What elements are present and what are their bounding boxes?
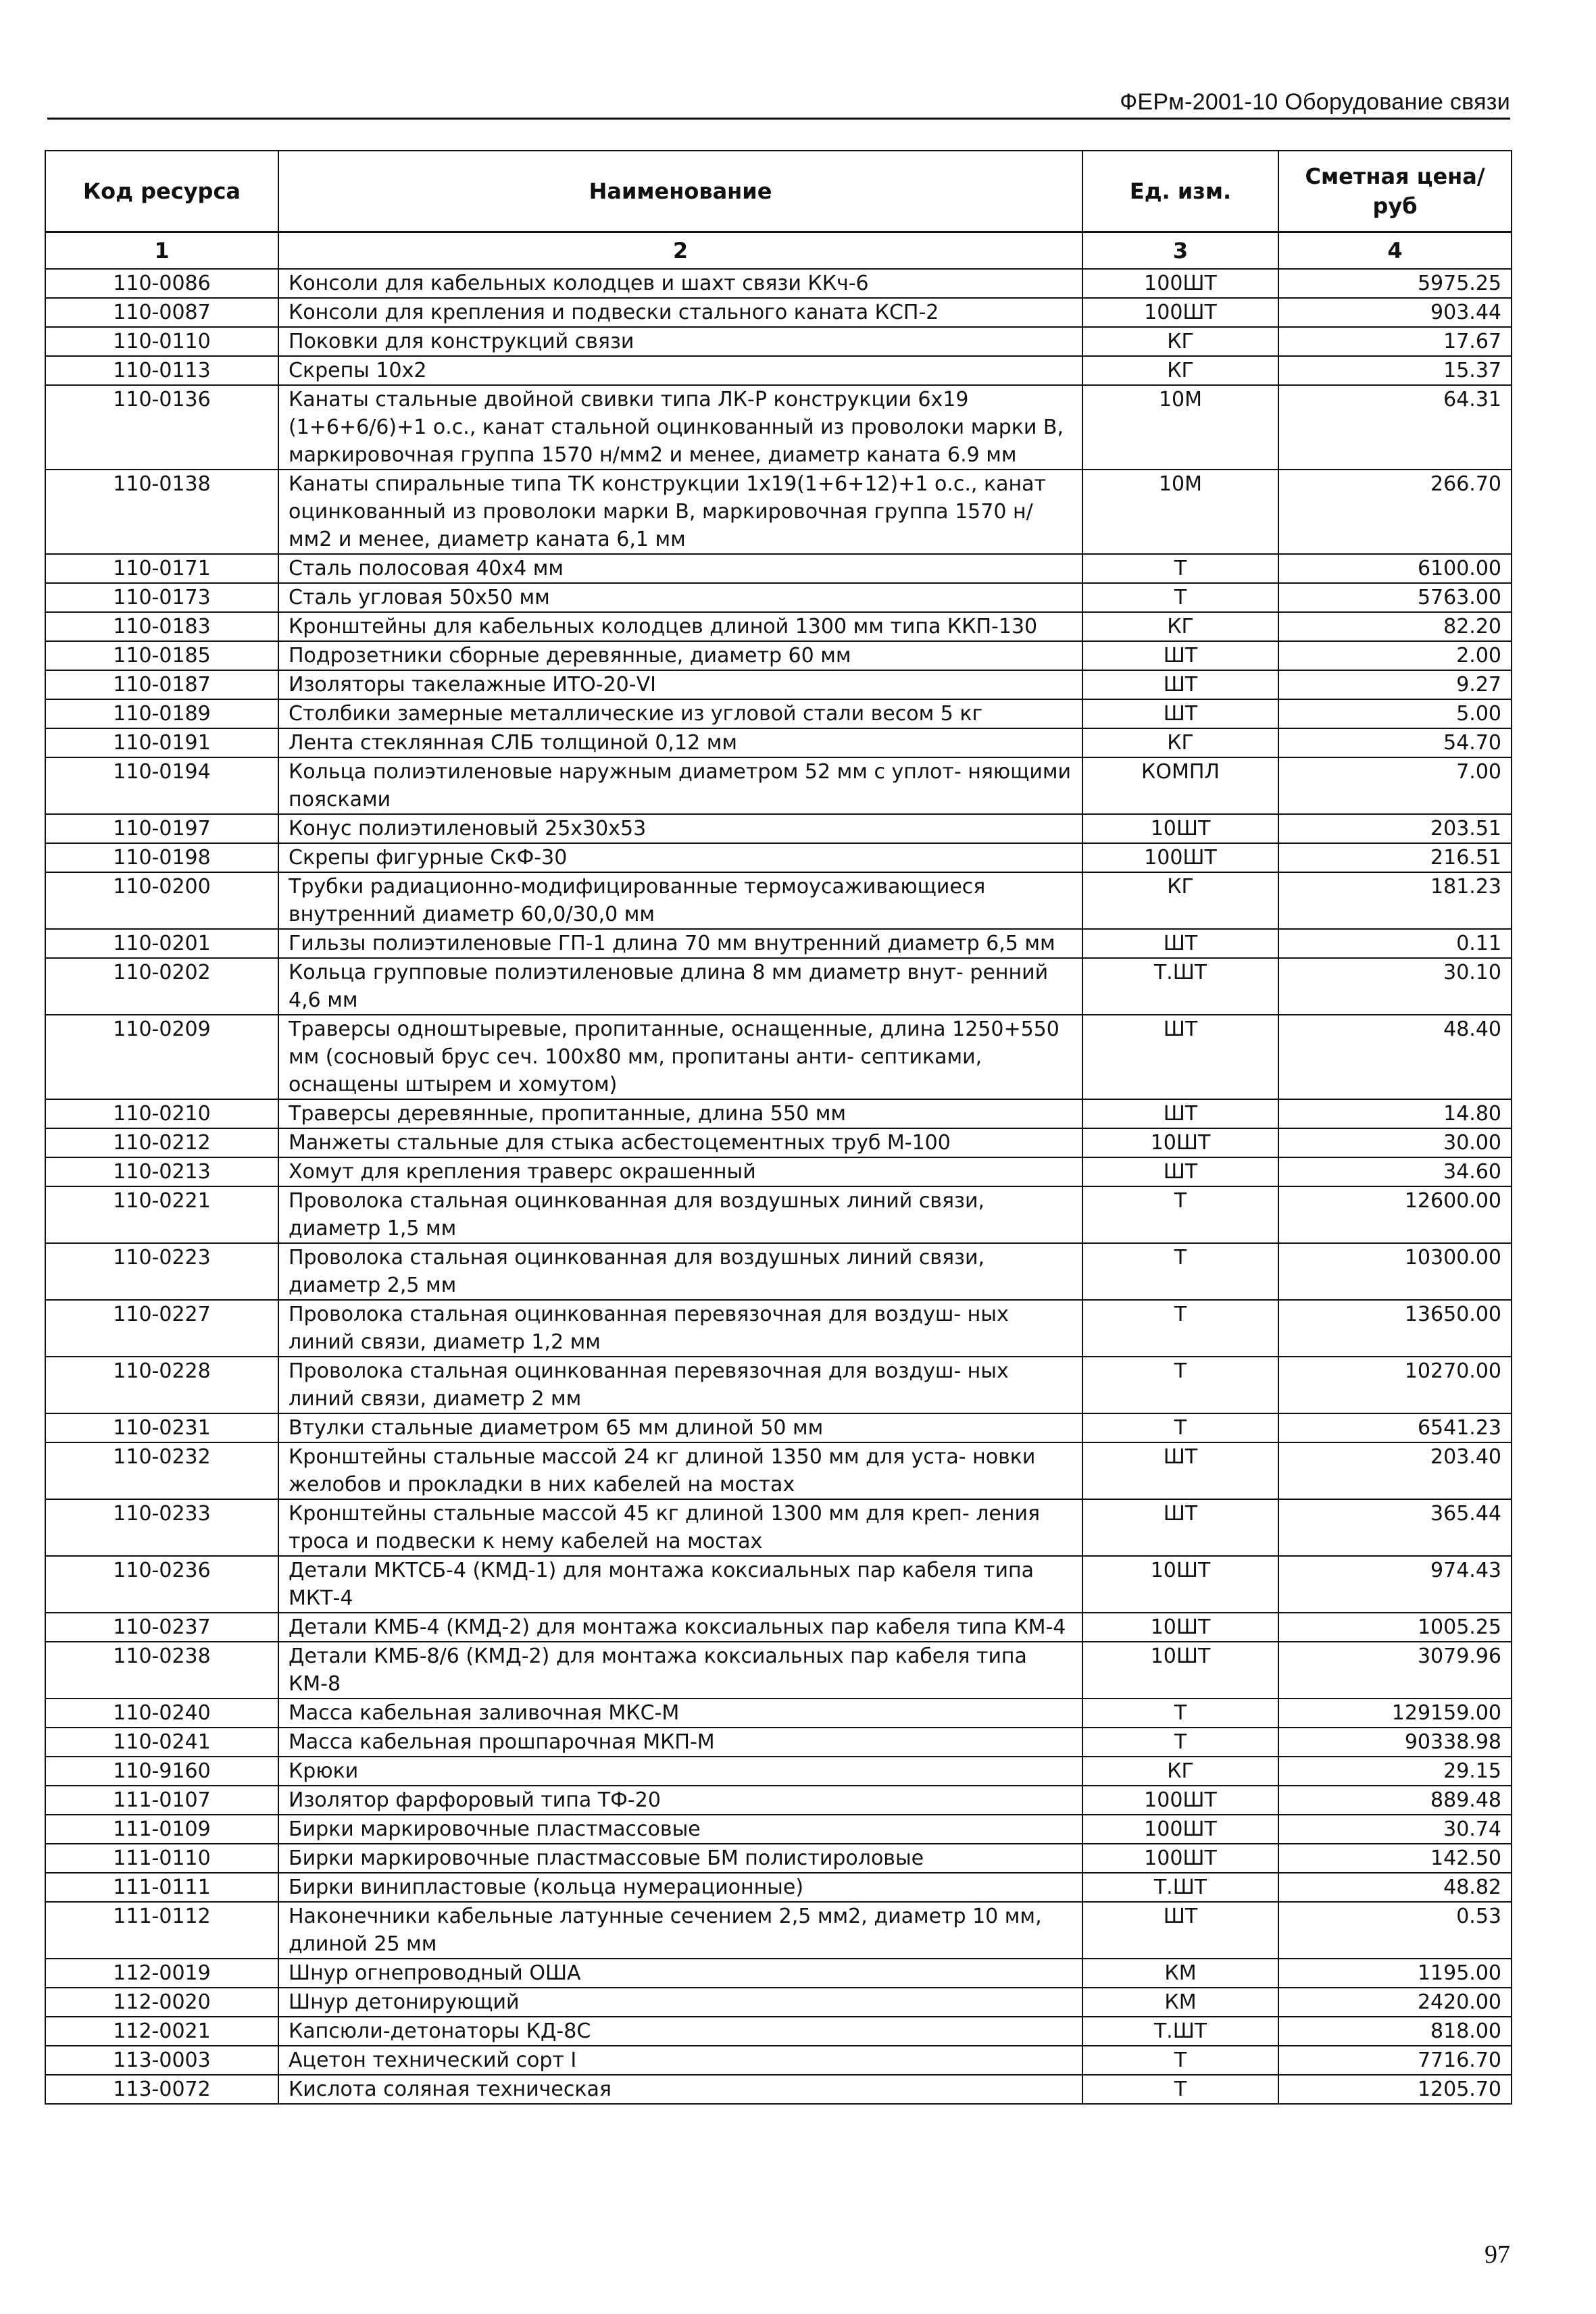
price-cell: 142.50 [1278,1844,1512,1873]
price-cell: 7716.70 [1278,2046,1512,2075]
unit-cell: 100ШТ [1082,843,1278,872]
table-row [45,385,1512,470]
resource-name-cell: Детали КМБ-8/6 (КМД-2) для монтажа коксиальных пар кабеля типа КМ-8 [278,1642,1082,1699]
unit-cell: Т [1082,1300,1278,1357]
document-header-title: ФЕРм-2001-10 Оборудование связи [1120,89,1510,115]
table-row [45,1699,1512,1728]
resource-name-cell: Канаты стальные двойной свивки типа ЛК-Р конструкции 6х19 (1+6+6/6)+1 о.с., канат стальной оцинкованный из проволоки марки В, маркировочная группа 1570 н/мм2 и менее, диаметр каната 6.9 мм [278,385,1082,470]
price-cell: 903.44 [1278,298,1512,327]
resource-name-cell: Масса кабельная прошпарочная МКП-М [278,1728,1082,1757]
column-header-price: Сметная цена/руб [1278,151,1512,232]
price-cell: 216.51 [1278,843,1512,872]
resource-code-cell: 111-0110 [45,1844,278,1873]
table-row [45,1128,1512,1157]
price-cell: 0.11 [1278,929,1512,958]
table-row [45,583,1512,612]
table-row [45,1413,1512,1442]
price-cell: 15.37 [1278,356,1512,385]
resource-name-cell: Втулки стальные диаметром 65 мм длиной 50 мм [278,1413,1082,1442]
resource-name-cell: Кислота соляная техническая [278,2075,1082,2104]
unit-cell: Т [1082,583,1278,612]
table-row [45,1613,1512,1642]
resource-code-cell: 110-0200 [45,872,278,929]
resource-code-cell: 112-0020 [45,1988,278,2017]
unit-cell: 10ШТ [1082,814,1278,843]
resource-code-cell: 110-0236 [45,1556,278,1613]
table-row [45,1959,1512,1988]
resource-name-cell: Шнур огнепроводный ОША [278,1959,1082,1988]
resource-code-cell: 110-0240 [45,1699,278,1728]
unit-cell: 10ШТ [1082,1556,1278,1613]
table-row [45,929,1512,958]
resource-code-cell: 110-0233 [45,1499,278,1556]
resource-price-table [45,150,1512,2105]
resource-code-cell: 110-0087 [45,298,278,327]
unit-cell: 100ШТ [1082,269,1278,298]
resource-code-cell: 110-0171 [45,554,278,583]
table-row [45,670,1512,699]
resource-code-cell: 110-0238 [45,1642,278,1699]
price-cell: 203.51 [1278,814,1512,843]
table-row [45,356,1512,385]
table-row [45,298,1512,327]
unit-cell: 10ШТ [1082,1642,1278,1699]
unit-cell: 10ШТ [1082,1128,1278,1157]
table-row [45,1556,1512,1613]
table-row [45,1243,1512,1300]
resource-code-cell: 110-0194 [45,757,278,814]
resource-code-cell: 110-0191 [45,728,278,757]
resource-name-cell: Подрозетники сборные деревянные, диаметр 60 мм [278,641,1082,670]
table-row [45,1786,1512,1815]
table-row [45,958,1512,1015]
resource-code-cell: 110-0197 [45,814,278,843]
table-body [45,269,1512,2104]
resource-code-cell: 111-0109 [45,1815,278,1844]
resource-code-cell: 110-0223 [45,1243,278,1300]
resource-code-cell: 110-0198 [45,843,278,872]
unit-cell: 100ШТ [1082,298,1278,327]
price-cell: 0.53 [1278,1902,1512,1959]
unit-cell: КГ [1082,612,1278,641]
column-number: 2 [278,232,1082,270]
unit-cell: КГ [1082,728,1278,757]
table-row [45,872,1512,929]
table-row [45,1642,1512,1699]
price-cell: 818.00 [1278,2017,1512,2046]
price-cell: 30.00 [1278,1128,1512,1157]
price-cell: 2.00 [1278,641,1512,670]
table-row [45,1442,1512,1499]
unit-cell: 100ШТ [1082,1815,1278,1844]
resource-code-cell: 113-0072 [45,2075,278,2104]
table-row [45,2017,1512,2046]
resource-name-cell: Масса кабельная заливочная МКС-М [278,1699,1082,1728]
table-row [45,1186,1512,1243]
unit-cell: ШТ [1082,929,1278,958]
unit-cell: КМ [1082,1959,1278,1988]
resource-code-cell: 110-0209 [45,1015,278,1099]
table-row [45,269,1512,298]
price-cell: 5763.00 [1278,583,1512,612]
unit-cell: Т [1082,2075,1278,2104]
resource-code-cell: 110-0187 [45,670,278,699]
resource-code-cell: 111-0111 [45,1873,278,1902]
resource-name-cell: Проволока стальная оцинкованная для воздушных линий связи, диаметр 2,5 мм [278,1243,1082,1300]
resource-code-cell: 112-0021 [45,2017,278,2046]
resource-code-cell: 113-0003 [45,2046,278,2075]
resource-name-cell: Детали МКТСБ-4 (КМД-1) для монтажа коксиальных пар кабеля типа МКТ-4 [278,1556,1082,1613]
table-row [45,1728,1512,1757]
unit-cell: 100ШТ [1082,1786,1278,1815]
unit-cell: 100ШТ [1082,1844,1278,1873]
price-cell: 6541.23 [1278,1413,1512,1442]
price-cell: 889.48 [1278,1786,1512,1815]
resource-code-cell: 110-0086 [45,269,278,298]
table-row [45,843,1512,872]
table-row [45,699,1512,728]
price-cell: 10300.00 [1278,1243,1512,1300]
price-cell: 17.67 [1278,327,1512,356]
price-cell: 90338.98 [1278,1728,1512,1757]
resource-name-cell: Проволока стальная оцинкованная для воздушных линий связи, диаметр 1,5 мм [278,1186,1082,1243]
price-cell: 82.20 [1278,612,1512,641]
resource-name-cell: Крюки [278,1757,1082,1786]
price-cell: 129159.00 [1278,1699,1512,1728]
resource-code-cell: 110-0173 [45,583,278,612]
resource-name-cell: Лента стеклянная СЛБ толщиной 0,12 мм [278,728,1082,757]
unit-cell: Т [1082,2046,1278,2075]
unit-cell: Т.ШТ [1082,1873,1278,1902]
resource-name-cell: Сталь угловая 50х50 мм [278,583,1082,612]
unit-cell: Т [1082,554,1278,583]
resource-code-cell: 110-0138 [45,470,278,554]
price-cell: 3079.96 [1278,1642,1512,1699]
unit-cell: ШТ [1082,670,1278,699]
table-row [45,327,1512,356]
resource-name-cell: Консоли для кабельных колодцев и шахт связи ККч-6 [278,269,1082,298]
table-row [45,1357,1512,1413]
resource-name-cell: Канаты спиральные типа ТК конструкции 1х19(1+6+12)+1 о.с., канат оцинкованный из проволоки марки В, маркировочная группа 1570 н/мм2 и менее, диаметр каната 6,1 мм [278,470,1082,554]
resource-name-cell: Кронштейны стальные массой 45 кг длиной 1300 мм для креп- ления троса и подвески к нему кабелей на мостах [278,1499,1082,1556]
resource-name-cell: Капсюли-детонаторы КД-8С [278,2017,1082,2046]
price-cell: 12600.00 [1278,1186,1512,1243]
unit-cell: Т.ШТ [1082,958,1278,1015]
table-row [45,2046,1512,2075]
table-row [45,814,1512,843]
resource-code-cell: 110-0227 [45,1300,278,1357]
unit-cell: Т [1082,1243,1278,1300]
resource-code-cell: 111-0107 [45,1786,278,1815]
price-cell: 365.44 [1278,1499,1512,1556]
price-cell: 9.27 [1278,670,1512,699]
unit-cell: Т [1082,1728,1278,1757]
unit-cell: КОМПЛ [1082,757,1278,814]
table-row [45,1902,1512,1959]
resource-name-cell: Проволока стальная оцинкованная перевязочная для воздуш- ных линий связи, диаметр 2 мм [278,1357,1082,1413]
resource-name-cell: Наконечники кабельные латунные сечением 2,5 мм2, диаметр 10 мм, длиной 25 мм [278,1902,1082,1959]
resource-name-cell: Кронштейны стальные массой 24 кг длиной 1350 мм для уста- новки желобов и прокладки в них кабелей на мостах [278,1442,1082,1499]
resource-name-cell: Поковки для конструкций связи [278,327,1082,356]
resource-name-cell: Бирки маркировочные пластмассовые [278,1815,1082,1844]
resource-name-cell: Сталь полосовая 40х4 мм [278,554,1082,583]
column-number-row [45,232,1512,270]
resource-name-cell: Трубки радиационно-модифицированные термоусаживающиеся внутренний диаметр 60,0/30,0 мм [278,872,1082,929]
resource-code-cell: 110-0237 [45,1613,278,1642]
resource-code-cell: 110-0232 [45,1442,278,1499]
price-cell: 974.43 [1278,1556,1512,1613]
resource-name-cell: Шнур детонирующий [278,1988,1082,2017]
resource-name-cell: Бирки маркировочные пластмассовые БМ полистироловые [278,1844,1082,1873]
table-row [45,641,1512,670]
unit-cell: ШТ [1082,1442,1278,1499]
resource-name-cell: Консоли для крепления и подвески стального каната КСП-2 [278,298,1082,327]
resource-name-cell: Манжеты стальные для стыка асбестоцементных труб М-100 [278,1128,1082,1157]
resource-name-cell: Скрепы 10х2 [278,356,1082,385]
price-cell: 2420.00 [1278,1988,1512,2017]
unit-cell: КГ [1082,1757,1278,1786]
unit-cell: Т [1082,1186,1278,1243]
unit-cell: КМ [1082,1988,1278,2017]
page-number: 97 [1485,2240,1510,2269]
table-row [45,1873,1512,1902]
price-cell: 266.70 [1278,470,1512,554]
table-row [45,1157,1512,1186]
price-cell: 64.31 [1278,385,1512,470]
unit-cell: ШТ [1082,1902,1278,1959]
resource-code-cell: 110-0202 [45,958,278,1015]
unit-cell: ШТ [1082,641,1278,670]
price-cell: 29.15 [1278,1757,1512,1786]
table-row [45,1099,1512,1128]
resource-name-cell: Ацетон технический сорт I [278,2046,1082,2075]
price-cell: 48.40 [1278,1015,1512,1099]
resource-name-cell: Хомут для крепления траверс окрашенный [278,1157,1082,1186]
unit-cell: КГ [1082,327,1278,356]
table-row [45,2075,1512,2104]
resource-code-cell: 110-0136 [45,385,278,470]
resource-name-cell: Столбики замерные металлические из угловой стали весом 5 кг [278,699,1082,728]
unit-cell: КГ [1082,356,1278,385]
resource-name-cell: Траверсы деревянные, пропитанные, длина 550 мм [278,1099,1082,1128]
price-cell: 1205.70 [1278,2075,1512,2104]
table-row [45,1015,1512,1099]
unit-cell: Т.ШТ [1082,2017,1278,2046]
unit-cell: 10М [1082,470,1278,554]
price-cell: 54.70 [1278,728,1512,757]
resource-name-cell: Конус полиэтиленовый 25х30х53 [278,814,1082,843]
column-number: 3 [1082,232,1278,270]
resource-code-cell: 110-0110 [45,327,278,356]
table-row [45,757,1512,814]
price-cell: 14.80 [1278,1099,1512,1128]
unit-cell: ШТ [1082,1015,1278,1099]
price-cell: 10270.00 [1278,1357,1512,1413]
table-row [45,728,1512,757]
price-cell: 5.00 [1278,699,1512,728]
column-header-name: Наименование [278,151,1082,232]
resource-code-cell: 110-0185 [45,641,278,670]
resource-code-cell: 110-0228 [45,1357,278,1413]
header-rule [47,118,1510,120]
table-row [45,1988,1512,2017]
resource-name-cell: Кронштейны для кабельных колодцев длиной 1300 мм типа ККП-130 [278,612,1082,641]
unit-cell: 10ШТ [1082,1613,1278,1642]
resource-code-cell: 110-9160 [45,1757,278,1786]
price-cell: 203.40 [1278,1442,1512,1499]
resource-code-cell: 110-0210 [45,1099,278,1128]
table-row [45,1815,1512,1844]
resource-code-cell: 111-0112 [45,1902,278,1959]
column-header-code: Код ресурса [45,151,278,232]
unit-cell: 10М [1082,385,1278,470]
price-cell: 30.74 [1278,1815,1512,1844]
price-cell: 30.10 [1278,958,1512,1015]
resource-name-cell: Изолятор фарфоровый типа ТФ-20 [278,1786,1082,1815]
resource-code-cell: 110-0189 [45,699,278,728]
price-cell: 5975.25 [1278,269,1512,298]
table-row [45,1300,1512,1357]
table-row [45,1499,1512,1556]
resource-code-cell: 110-0183 [45,612,278,641]
unit-cell: ШТ [1082,699,1278,728]
table-row [45,1757,1512,1786]
price-cell: 13650.00 [1278,1300,1512,1357]
resource-code-cell: 110-0213 [45,1157,278,1186]
unit-cell: Т [1082,1357,1278,1413]
resource-code-cell: 110-0221 [45,1186,278,1243]
resource-code-cell: 110-0241 [45,1728,278,1757]
resource-code-cell: 110-0201 [45,929,278,958]
table-row [45,1844,1512,1873]
price-cell: 6100.00 [1278,554,1512,583]
resource-name-cell: Изоляторы такелажные ИТО-20-VI [278,670,1082,699]
unit-cell: ШТ [1082,1499,1278,1556]
column-number: 4 [1278,232,1512,270]
price-cell: 181.23 [1278,872,1512,929]
table-row [45,612,1512,641]
resource-name-cell: Траверсы одноштыревые, пропитанные, оснащенные, длина 1250+550 мм (сосновый брус сеч. 100х80 мм, пропитаны анти- септиками, оснащены штырем и хомутом) [278,1015,1082,1099]
price-cell: 7.00 [1278,757,1512,814]
resource-code-cell: 110-0113 [45,356,278,385]
unit-cell: ШТ [1082,1157,1278,1186]
resource-code-cell: 110-0212 [45,1128,278,1157]
column-number: 1 [45,232,278,270]
unit-cell: КГ [1082,872,1278,929]
resource-name-cell: Детали КМБ-4 (КМД-2) для монтажа коксиальных пар кабеля типа КМ-4 [278,1613,1082,1642]
price-cell: 34.60 [1278,1157,1512,1186]
table-row [45,470,1512,554]
column-header-unit: Ед. изм. [1082,151,1278,232]
resource-code-cell: 112-0019 [45,1959,278,1988]
table-row [45,554,1512,583]
price-cell: 48.82 [1278,1873,1512,1902]
resource-name-cell: Кольца полиэтиленовые наружным диаметром 52 мм с уплот- няющими поясками [278,757,1082,814]
resource-name-cell: Кольца групповые полиэтиленовые длина 8 мм диаметр внут- ренний 4,6 мм [278,958,1082,1015]
unit-cell: Т [1082,1699,1278,1728]
price-cell: 1195.00 [1278,1959,1512,1988]
resource-name-cell: Проволока стальная оцинкованная перевязочная для воздуш- ных линий связи, диаметр 1,2 мм [278,1300,1082,1357]
unit-cell: ШТ [1082,1099,1278,1128]
unit-cell: Т [1082,1413,1278,1442]
price-cell: 1005.25 [1278,1613,1512,1642]
resource-code-cell: 110-0231 [45,1413,278,1442]
resource-name-cell: Скрепы фигурные СкФ-30 [278,843,1082,872]
table-header-row [45,151,1512,232]
resource-name-cell: Гильзы полиэтиленовые ГП-1 длина 70 мм внутренний диаметр 6,5 мм [278,929,1082,958]
resource-name-cell: Бирки винипластовые (кольца нумерационные) [278,1873,1082,1902]
